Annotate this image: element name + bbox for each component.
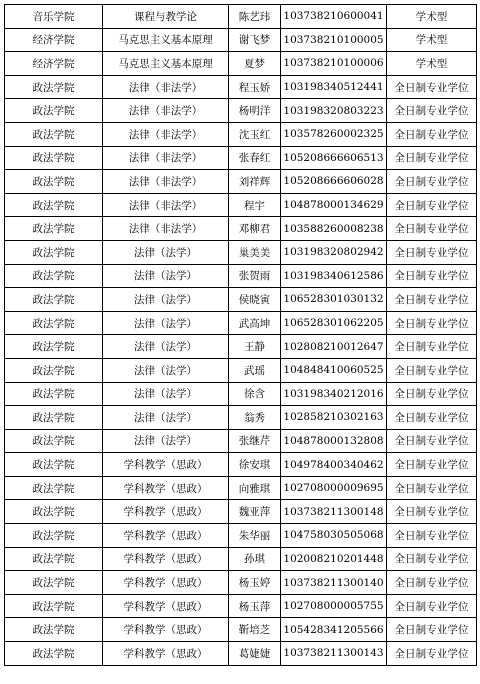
college-cell: 政法学院 [5, 170, 103, 194]
type-cell: 全日制专业学位 [387, 217, 477, 241]
exam-id-cell: 103738211300148 [281, 500, 387, 524]
table-row [5, 217, 477, 241]
college-cell: 经济学院 [5, 28, 103, 52]
type-cell: 全日制专业学位 [387, 500, 477, 524]
major-cell: 法律（非法学） [103, 122, 229, 146]
exam-id-cell: 102858210302163 [281, 406, 387, 430]
major-cell: 学科教学（思政） [103, 642, 229, 666]
college-cell: 政法学院 [5, 288, 103, 312]
college-cell: 政法学院 [5, 382, 103, 406]
table-row [5, 99, 477, 123]
major-cell: 学科教学（思政） [103, 500, 229, 524]
table-row [5, 122, 477, 146]
college-cell: 政法学院 [5, 642, 103, 666]
table-row [5, 28, 477, 52]
type-cell: 全日制专业学位 [387, 146, 477, 170]
exam-id-cell: 104878000132808 [281, 429, 387, 453]
type-cell: 全日制专业学位 [387, 193, 477, 217]
name-cell: 张贺雨 [229, 264, 281, 288]
major-cell: 学科教学（思政） [103, 547, 229, 571]
type-cell: 全日制专业学位 [387, 75, 477, 99]
major-cell: 学科教学（思政） [103, 453, 229, 477]
type-cell: 全日制专业学位 [387, 311, 477, 335]
major-cell: 法律（法学） [103, 358, 229, 382]
type-cell: 全日制专业学位 [387, 358, 477, 382]
college-cell: 政法学院 [5, 311, 103, 335]
exam-id-cell: 103198340512441 [281, 75, 387, 99]
type-cell: 全日制专业学位 [387, 453, 477, 477]
college-cell: 政法学院 [5, 75, 103, 99]
name-cell: 杨明洋 [229, 99, 281, 123]
name-cell: 张继芹 [229, 429, 281, 453]
exam-id-cell: 105208666606028 [281, 170, 387, 194]
table-body [5, 5, 477, 666]
exam-id-cell: 104878000134629 [281, 193, 387, 217]
name-cell: 向雅琪 [229, 476, 281, 500]
table-row [5, 146, 477, 170]
college-cell: 政法学院 [5, 193, 103, 217]
exam-id-cell: 103198320802942 [281, 240, 387, 264]
table-row [5, 642, 477, 666]
table-row [5, 571, 477, 595]
exam-id-cell: 106528301062205 [281, 311, 387, 335]
college-cell: 政法学院 [5, 618, 103, 642]
college-cell: 政法学院 [5, 453, 103, 477]
exam-id-cell: 102708000009695 [281, 476, 387, 500]
major-cell: 法律（法学） [103, 382, 229, 406]
name-cell: 程玉娇 [229, 75, 281, 99]
name-cell: 张春红 [229, 146, 281, 170]
name-cell: 王静 [229, 335, 281, 359]
name-cell: 朱华丽 [229, 524, 281, 548]
major-cell: 学科教学（思政） [103, 618, 229, 642]
college-cell: 政法学院 [5, 146, 103, 170]
type-cell: 全日制专业学位 [387, 99, 477, 123]
name-cell: 武高坤 [229, 311, 281, 335]
college-cell: 政法学院 [5, 429, 103, 453]
exam-id-cell: 103198340612586 [281, 264, 387, 288]
type-cell: 全日制专业学位 [387, 594, 477, 618]
name-cell: 徐含 [229, 382, 281, 406]
major-cell: 法律（法学） [103, 264, 229, 288]
table-row [5, 500, 477, 524]
type-cell: 全日制专业学位 [387, 240, 477, 264]
college-cell: 政法学院 [5, 547, 103, 571]
type-cell: 全日制专业学位 [387, 642, 477, 666]
table-row [5, 406, 477, 430]
major-cell: 学科教学（思政） [103, 594, 229, 618]
exam-id-cell: 103198340212016 [281, 382, 387, 406]
type-cell: 全日制专业学位 [387, 618, 477, 642]
type-cell: 全日制专业学位 [387, 476, 477, 500]
name-cell: 侯晓寅 [229, 288, 281, 312]
college-cell: 经济学院 [5, 52, 103, 76]
college-cell: 政法学院 [5, 358, 103, 382]
table-row [5, 429, 477, 453]
table-row [5, 335, 477, 359]
type-cell: 全日制专业学位 [387, 335, 477, 359]
major-cell: 法律（非法学） [103, 170, 229, 194]
type-cell: 全日制专业学位 [387, 429, 477, 453]
exam-id-cell: 103198320803223 [281, 99, 387, 123]
type-cell: 全日制专业学位 [387, 170, 477, 194]
type-cell: 全日制专业学位 [387, 524, 477, 548]
college-cell: 政法学院 [5, 122, 103, 146]
college-cell: 音乐学院 [5, 5, 103, 29]
exam-id-cell: 102808210012647 [281, 335, 387, 359]
name-cell: 武瑶 [229, 358, 281, 382]
college-cell: 政法学院 [5, 99, 103, 123]
major-cell: 学科教学（思政） [103, 524, 229, 548]
major-cell: 马克思主义基本原理 [103, 52, 229, 76]
type-cell: 全日制专业学位 [387, 406, 477, 430]
name-cell: 巢美美 [229, 240, 281, 264]
table-row [5, 75, 477, 99]
major-cell: 法律（法学） [103, 429, 229, 453]
exam-id-cell: 105428341205566 [281, 618, 387, 642]
major-cell: 学科教学（思政） [103, 476, 229, 500]
major-cell: 法律（法学） [103, 335, 229, 359]
name-cell: 刘祥辉 [229, 170, 281, 194]
type-cell: 全日制专业学位 [387, 122, 477, 146]
name-cell: 徐安琪 [229, 453, 281, 477]
college-cell: 政法学院 [5, 264, 103, 288]
exam-id-cell: 103738211300143 [281, 642, 387, 666]
type-cell: 全日制专业学位 [387, 547, 477, 571]
college-cell: 政法学院 [5, 594, 103, 618]
table-row [5, 311, 477, 335]
table-row [5, 547, 477, 571]
exam-id-cell: 104848410060525 [281, 358, 387, 382]
exam-id-cell: 106528301030132 [281, 288, 387, 312]
name-cell: 魏亚萍 [229, 500, 281, 524]
college-cell: 政法学院 [5, 524, 103, 548]
name-cell: 夏梦 [229, 52, 281, 76]
exam-id-cell: 104758030505068 [281, 524, 387, 548]
exam-id-cell: 105208666606513 [281, 146, 387, 170]
type-cell: 学术型 [387, 28, 477, 52]
major-cell: 法律（非法学） [103, 99, 229, 123]
college-cell: 政法学院 [5, 217, 103, 241]
table-row [5, 618, 477, 642]
table-row [5, 264, 477, 288]
table-row [5, 476, 477, 500]
exam-id-cell: 103578260002325 [281, 122, 387, 146]
table-row [5, 5, 477, 29]
exam-id-cell: 104978400340462 [281, 453, 387, 477]
type-cell: 学术型 [387, 5, 477, 29]
type-cell: 全日制专业学位 [387, 288, 477, 312]
type-cell: 全日制专业学位 [387, 382, 477, 406]
exam-id-cell: 102708000005755 [281, 594, 387, 618]
table-row [5, 240, 477, 264]
type-cell: 学术型 [387, 52, 477, 76]
exam-id-cell: 103738210100005 [281, 28, 387, 52]
major-cell: 马克思主义基本原理 [103, 28, 229, 52]
college-cell: 政法学院 [5, 406, 103, 430]
table-row [5, 170, 477, 194]
table-row [5, 524, 477, 548]
table-row [5, 382, 477, 406]
table-row [5, 453, 477, 477]
name-cell: 杨玉婷 [229, 571, 281, 595]
name-cell: 邓柳君 [229, 217, 281, 241]
exam-id-cell: 103738210600041 [281, 5, 387, 29]
name-cell: 葛婕婕 [229, 642, 281, 666]
type-cell: 全日制专业学位 [387, 571, 477, 595]
admission-list-table [4, 4, 477, 666]
name-cell: 杨玉萍 [229, 594, 281, 618]
name-cell: 陈艺玮 [229, 5, 281, 29]
exam-id-cell: 103588260008238 [281, 217, 387, 241]
name-cell: 靳培芝 [229, 618, 281, 642]
major-cell: 法律（法学） [103, 311, 229, 335]
college-cell: 政法学院 [5, 500, 103, 524]
table-row [5, 288, 477, 312]
table-row [5, 594, 477, 618]
major-cell: 法律（非法学） [103, 75, 229, 99]
name-cell: 程宇 [229, 193, 281, 217]
exam-id-cell: 103738210100006 [281, 52, 387, 76]
major-cell: 法律（非法学） [103, 146, 229, 170]
major-cell: 法律（非法学） [103, 217, 229, 241]
type-cell: 全日制专业学位 [387, 264, 477, 288]
major-cell: 法律（非法学） [103, 193, 229, 217]
exam-id-cell: 102008210201448 [281, 547, 387, 571]
name-cell: 孙琪 [229, 547, 281, 571]
exam-id-cell: 103738211300140 [281, 571, 387, 595]
major-cell: 法律（法学） [103, 240, 229, 264]
college-cell: 政法学院 [5, 335, 103, 359]
college-cell: 政法学院 [5, 240, 103, 264]
table-row [5, 52, 477, 76]
major-cell: 课程与教学论 [103, 5, 229, 29]
table-row [5, 193, 477, 217]
name-cell: 谢飞梦 [229, 28, 281, 52]
major-cell: 法律（法学） [103, 288, 229, 312]
name-cell: 翁秀 [229, 406, 281, 430]
major-cell: 学科教学（思政） [103, 571, 229, 595]
college-cell: 政法学院 [5, 476, 103, 500]
table-row [5, 358, 477, 382]
name-cell: 沈玉红 [229, 122, 281, 146]
major-cell: 法律（法学） [103, 406, 229, 430]
college-cell: 政法学院 [5, 571, 103, 595]
